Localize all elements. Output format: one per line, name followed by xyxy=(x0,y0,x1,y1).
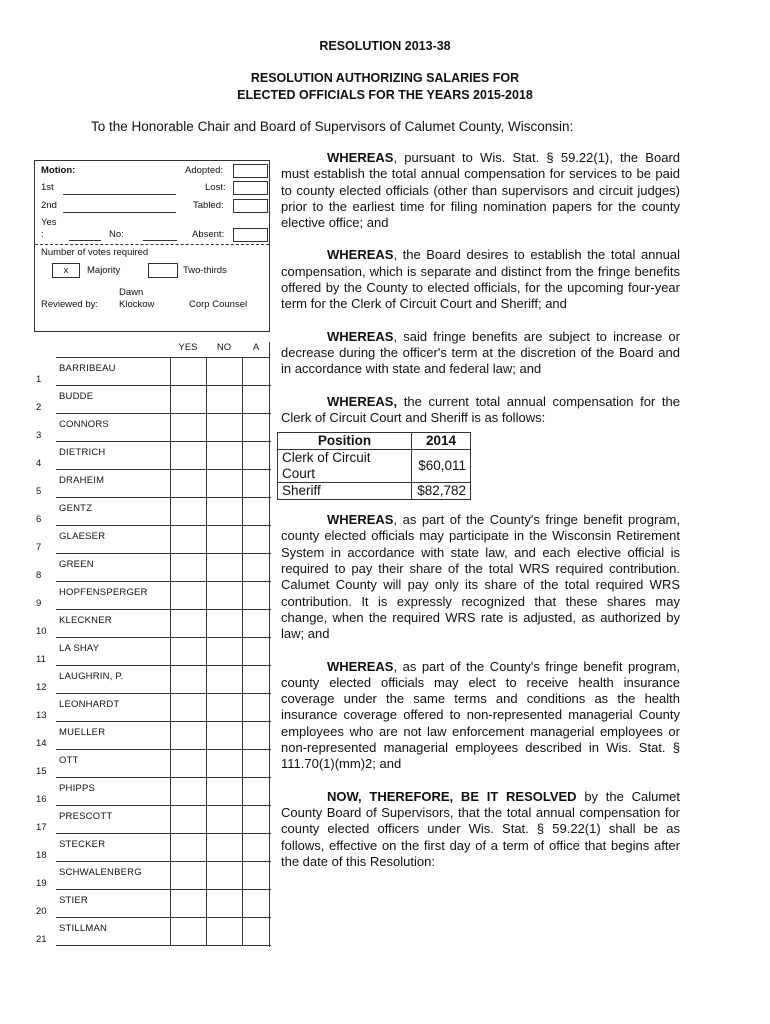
table-row xyxy=(34,918,270,946)
no-vote-cell[interactable] xyxy=(206,694,243,722)
paragraph-6: WHEREAS, as part of the County's fringe benefit program, county elected officials may elect to receive health insurance coverage under the same terms and conditions as the health insurance coverage offered to non-represented managerial County employees who are not law enforcement managerial employees or non-represented managerial employees described in Wis. Stat. § 111.70(1)(mm)2; and xyxy=(281,658,680,772)
table-row xyxy=(34,498,270,526)
member-number: 13 xyxy=(36,710,47,721)
no-vote-cell[interactable] xyxy=(206,918,243,946)
no-line[interactable] xyxy=(143,240,177,241)
member-number: 3 xyxy=(36,430,42,441)
resolution-body xyxy=(281,150,680,870)
member-number: 11 xyxy=(36,654,46,665)
two-thirds-label: Two-thirds xyxy=(183,265,227,276)
resolution-title: RESOLUTION 2013-38 xyxy=(319,39,451,53)
absent-vote-cell[interactable] xyxy=(242,666,271,694)
absent-vote-cell[interactable] xyxy=(242,806,271,834)
member-number: 19 xyxy=(36,878,47,889)
adopted-box[interactable] xyxy=(233,164,268,178)
yes-column-header: YES xyxy=(178,342,198,353)
salary-table xyxy=(277,432,471,500)
absent-vote-cell[interactable] xyxy=(242,722,271,750)
no-vote-cell[interactable] xyxy=(206,862,243,890)
position-header: Position xyxy=(278,433,412,450)
member-number: 6 xyxy=(36,514,42,525)
votes-required-label: Number of votes required xyxy=(41,247,149,258)
yes-vote-cell[interactable] xyxy=(170,862,207,890)
absent-vote-cell[interactable] xyxy=(242,358,271,386)
absent-vote-cell[interactable] xyxy=(242,778,271,806)
table-row xyxy=(34,554,270,582)
yes-vote-cell[interactable] xyxy=(170,834,207,862)
member-number: 14 xyxy=(36,738,47,749)
yes-vote-cell[interactable] xyxy=(170,442,207,470)
member-number: 4 xyxy=(36,458,42,469)
member-name: BUDDE xyxy=(59,391,94,402)
table-right-border xyxy=(269,342,270,947)
table-row xyxy=(34,694,270,722)
member-name: PHIPPS xyxy=(59,783,96,794)
yes-vote-cell[interactable] xyxy=(170,526,207,554)
paragraph-1: WHEREAS, pursuant to Wis. Stat. § 59.22(1), the Board must establish the total annual compensation for services to be paid to county elected officials (other than supervisors and circuit judges) prior to the earliest time for filing nomination papers for the county elective office; and xyxy=(281,150,680,231)
table-row xyxy=(34,526,270,554)
table-row xyxy=(34,834,270,862)
absent-vote-cell[interactable] xyxy=(242,694,271,722)
no-vote-cell[interactable] xyxy=(206,778,243,806)
member-name: STIER xyxy=(59,895,88,906)
tabled-box[interactable] xyxy=(233,199,268,213)
member-number: 17 xyxy=(36,822,47,833)
yes-label: Yes xyxy=(41,217,57,228)
member-number: 20 xyxy=(36,906,47,917)
member-number: 7 xyxy=(36,542,42,553)
member-name: MUELLER xyxy=(59,727,106,738)
no-vote-cell[interactable] xyxy=(206,834,243,862)
year-header: 2014 xyxy=(412,433,471,450)
yes-vote-cell[interactable] xyxy=(170,610,207,638)
table-row xyxy=(34,890,270,918)
adopted-label: Adopted: xyxy=(185,165,224,176)
yes-vote-cell[interactable] xyxy=(170,554,207,582)
member-name: LEONHARDT xyxy=(59,699,120,710)
yes-vote-cell[interactable] xyxy=(170,666,207,694)
no-vote-cell[interactable] xyxy=(206,498,243,526)
table-row xyxy=(34,666,270,694)
reviewed-by-label: Reviewed by: xyxy=(41,299,99,310)
yes-colon: : xyxy=(41,229,44,240)
member-number: 2 xyxy=(36,402,42,413)
paragraph-2: WHEREAS, the Board desires to establish the total annual compensation, which is separate and distinct from the fringe benefits offered by the County to elected officials, for the upcoming four-year term for the Clerk of Circuit Court and Sheriff; and xyxy=(281,247,680,312)
absent-vote-cell[interactable] xyxy=(242,414,271,442)
absent-column-header: A xyxy=(252,342,260,353)
absent-vote-cell[interactable] xyxy=(242,498,271,526)
table-row xyxy=(34,778,270,806)
second-label: 2nd xyxy=(41,200,57,211)
yes-vote-cell[interactable] xyxy=(170,778,207,806)
yes-vote-cell[interactable] xyxy=(170,694,207,722)
no-vote-cell[interactable] xyxy=(206,554,243,582)
member-name: STECKER xyxy=(59,839,106,850)
member-number: 8 xyxy=(36,570,42,581)
motion-box xyxy=(34,160,270,332)
member-name: HOPFENSPERGER xyxy=(59,587,148,598)
yes-line[interactable] xyxy=(69,240,101,241)
salary-row xyxy=(278,483,471,500)
yes-vote-cell[interactable] xyxy=(170,386,207,414)
absent-vote-cell[interactable] xyxy=(242,582,271,610)
no-vote-cell[interactable] xyxy=(206,442,243,470)
yes-vote-cell[interactable] xyxy=(170,358,207,386)
member-number: 15 xyxy=(36,766,47,777)
salary-position: Clerk of Circuit Court xyxy=(278,450,412,483)
table-row xyxy=(34,722,270,750)
yes-vote-cell[interactable] xyxy=(170,638,207,666)
majority-label: Majority xyxy=(87,265,121,276)
table-row xyxy=(34,358,270,386)
absent-vote-cell[interactable] xyxy=(242,638,271,666)
paragraph-5: WHEREAS, as part of the County's fringe benefit program, county elected officials may participate in the Wisconsin Retirement System in accordance with state law, and each elective official is required to pay their share of the total WRS required contribution. Calumet County will pay only its share of the total required WRS contribution. It is expressly recognized that these shares may change, when the required WRS rate is adjusted, as authorized by law; and xyxy=(281,512,680,642)
address-line: To the Honorable Chair and Board of Supervisors of Calumet County, Wisconsin: xyxy=(91,119,574,134)
absent-vote-cell[interactable] xyxy=(242,470,271,498)
second-line[interactable] xyxy=(63,212,176,213)
yes-vote-cell[interactable] xyxy=(170,890,207,918)
member-number: 12 xyxy=(36,682,47,693)
member-number: 1 xyxy=(36,374,42,385)
salary-amount: $82,782 xyxy=(412,483,471,500)
member-name: PRESCOTT xyxy=(59,811,113,822)
yes-vote-cell[interactable] xyxy=(170,498,207,526)
yes-vote-cell[interactable] xyxy=(170,806,207,834)
first-label: 1st xyxy=(41,182,54,193)
absent-vote-cell[interactable] xyxy=(242,386,271,414)
yes-vote-cell[interactable] xyxy=(170,470,207,498)
table-row xyxy=(34,386,270,414)
member-number: 9 xyxy=(36,598,42,609)
reviewer-last-name: Klockow xyxy=(119,299,155,310)
motion-label: Motion: xyxy=(41,165,76,176)
no-vote-cell[interactable] xyxy=(206,610,243,638)
table-row xyxy=(34,806,270,834)
resolution-subtitle-line2: ELECTED OFFICIALS FOR THE YEARS 2015-2018 xyxy=(237,88,533,102)
no-vote-cell[interactable] xyxy=(206,582,243,610)
table-row xyxy=(34,638,270,666)
no-vote-cell[interactable] xyxy=(206,666,243,694)
member-number: 5 xyxy=(36,486,42,497)
salary-amount: $60,011 xyxy=(412,450,471,483)
member-name: SCHWALENBERG xyxy=(59,867,142,878)
absent-box[interactable] xyxy=(233,228,268,242)
no-vote-cell[interactable] xyxy=(206,526,243,554)
no-column-header: NO xyxy=(216,342,232,353)
no-vote-cell[interactable] xyxy=(206,386,243,414)
table-row xyxy=(34,414,270,442)
absent-vote-cell[interactable] xyxy=(242,442,271,470)
member-name: GENTZ xyxy=(59,503,93,514)
divider xyxy=(35,244,269,245)
lost-label: Lost: xyxy=(205,182,226,193)
no-vote-cell[interactable] xyxy=(206,470,243,498)
majority-checkbox[interactable]: x xyxy=(52,263,80,278)
table-row xyxy=(34,470,270,498)
absent-vote-cell[interactable] xyxy=(242,526,271,554)
absent-vote-cell[interactable] xyxy=(242,554,271,582)
lost-box[interactable] xyxy=(233,181,268,195)
member-name: OTT xyxy=(59,755,79,766)
member-name: STILLMAN xyxy=(59,923,108,934)
paragraph-3: WHEREAS, said fringe benefits are subject to increase or decrease during the officer's term at the discretion of the Board and in accordance with state and federal law; and xyxy=(281,328,680,377)
member-number: 21 xyxy=(36,934,47,945)
no-vote-cell[interactable] xyxy=(206,414,243,442)
table-row xyxy=(34,582,270,610)
absent-vote-cell[interactable] xyxy=(242,890,271,918)
yes-vote-cell[interactable] xyxy=(170,582,207,610)
salary-position: Sheriff xyxy=(278,483,412,500)
absent-vote-cell[interactable] xyxy=(242,862,271,890)
member-name: KLECKNER xyxy=(59,615,112,626)
member-number: 16 xyxy=(36,794,47,805)
corp-counsel-label: Corp Counsel xyxy=(189,299,248,310)
member-number: 18 xyxy=(36,850,47,861)
tabled-label: Tabled: xyxy=(193,200,224,211)
no-vote-cell[interactable] xyxy=(206,358,243,386)
no-vote-cell[interactable] xyxy=(206,890,243,918)
yes-vote-cell[interactable] xyxy=(170,414,207,442)
name-line xyxy=(56,945,170,946)
no-vote-cell[interactable] xyxy=(206,806,243,834)
two-thirds-checkbox[interactable] xyxy=(148,263,178,278)
member-name: GLAESER xyxy=(59,531,106,542)
paragraph-4: WHEREAS, the current total annual compensation for the Clerk of Circuit Court and Sheriff is as follows: xyxy=(281,393,680,425)
no-vote-cell[interactable] xyxy=(206,750,243,778)
member-number: 10 xyxy=(36,626,47,637)
salary-header-row xyxy=(278,433,471,450)
absent-label: Absent: xyxy=(192,229,225,240)
absent-vote-cell[interactable] xyxy=(242,610,271,638)
reviewer-first-name: Dawn xyxy=(119,287,144,298)
no-vote-cell[interactable] xyxy=(206,638,243,666)
table-row xyxy=(34,442,270,470)
no-vote-cell[interactable] xyxy=(206,722,243,750)
first-line[interactable] xyxy=(63,194,176,195)
member-name: DRAHEIM xyxy=(59,475,105,486)
member-name: CONNORS xyxy=(59,419,109,430)
member-name: DIETRICH xyxy=(59,447,106,458)
yes-vote-cell[interactable] xyxy=(170,722,207,750)
member-name: LA SHAY xyxy=(59,643,100,654)
resolution-subtitle-line1: RESOLUTION AUTHORIZING SALARIES FOR xyxy=(250,71,520,85)
member-name: LAUGHRIN, P. xyxy=(59,671,124,682)
member-name: GREEN xyxy=(59,559,94,570)
absent-vote-cell[interactable] xyxy=(242,918,271,946)
table-row xyxy=(34,862,270,890)
salary-row xyxy=(278,450,471,483)
table-row xyxy=(34,750,270,778)
paragraph-7: NOW, THEREFORE, BE IT RESOLVED by the Calumet County Board of Supervisors, that the total annual compensation for county elected officers under Wis. Stat. § 59.22(1) shall be as follows, effective on the first day of a term of office that begins after the date of this Resolution: xyxy=(281,788,681,869)
yes-vote-cell[interactable] xyxy=(170,918,207,946)
absent-vote-cell[interactable] xyxy=(242,834,271,862)
no-label: No: xyxy=(109,229,124,240)
member-name: BARRIBEAU xyxy=(59,363,116,374)
table-row xyxy=(34,610,270,638)
absent-vote-cell[interactable] xyxy=(242,750,271,778)
yes-vote-cell[interactable] xyxy=(170,750,207,778)
